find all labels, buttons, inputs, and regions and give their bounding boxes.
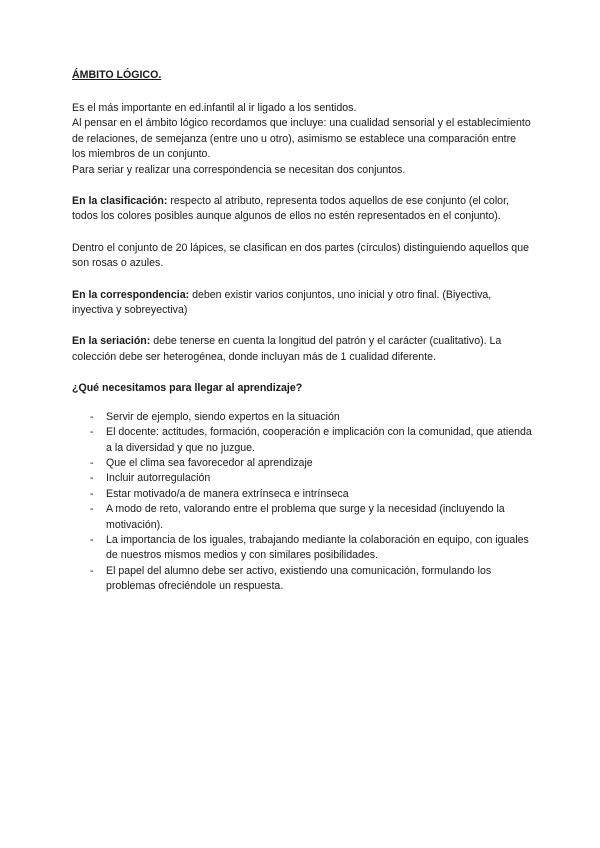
seriacion-paragraph [72, 334, 532, 365]
list-item-text: A modo de reto, valorando entre el problema que surge y la necesidad (incluyendo la motivación). [106, 503, 505, 531]
list-item [72, 487, 532, 502]
list-item [72, 410, 532, 425]
list-item [72, 456, 532, 471]
list-dash: - [90, 426, 94, 439]
question-heading: ¿Qué necesitamos para llegar al aprendizaje? [72, 382, 303, 395]
correspondencia-text: deben existir varios conjuntos, uno inicial y otro final. (Biyectiva, inyectiva y sobreyectiva) [72, 288, 492, 317]
correspondencia-label: En la correspondencia: [72, 288, 190, 301]
list-dash: - [90, 456, 94, 469]
list-item-text: La importancia de los iguales, trabajando mediante la colaboración en equipo, con iguales de nuestros mismos medios y con similares posibilidades. [106, 533, 529, 562]
intro-paragraph [72, 101, 532, 178]
requirements-list [72, 410, 532, 595]
list-item-text: El docente: actitudes, formación, cooperación e implicación con la comunidad, que atienda a la diversidad y que no juzgue. [106, 426, 532, 454]
clasificacion-text: respecto al atributo, representa todos aquellos de ese conjunto (el color, todos los colores posibles aunque algunos de ellos no estén representados en el conjunto). [72, 195, 509, 223]
list-dash: - [90, 564, 94, 577]
intro-line-1: Es el más importante en ed.infantil al ir ligado a los sentidos. [72, 102, 357, 114]
list-dash: - [90, 472, 94, 485]
clasificacion-label: En la clasificación: [72, 195, 168, 208]
list-dash: - [90, 410, 94, 423]
seriacion-label: En la seriación: [72, 335, 151, 348]
intro-line-3: Para seriar y realizar una correspondencia se necesitan dos conjuntos. [72, 163, 406, 176]
intro-line-2: Al pensar en el ámbito lógico recordamos que incluye: una cualidad sensorial y el establecimiento de relaciones, de semejanza (entre uno u otro), asimismo se establece una comparación entre los miembros de un conjunto. [72, 117, 531, 161]
seriacion-text: debe tenerse en cuenta la longitud del patrón y el carácter (cualitativo). La colección debe ser heterogénea, donde incluyan más de 1 cualidad diferente. [72, 335, 502, 363]
list-item-text: Que el clima sea favorecedor al aprendizaje [106, 456, 313, 469]
correspondencia-paragraph [72, 288, 532, 319]
ejemplo-paragraph: Dentro el conjunto de 20 lápices, se clasifican en dos partes (círculos) distinguiendo aquellos que son rosas o azules. [72, 241, 529, 270]
list-dash: - [90, 487, 94, 500]
list-item [72, 564, 532, 595]
document-page [72, 68, 532, 595]
list-item [72, 425, 532, 456]
list-item [72, 533, 532, 564]
list-dash: - [90, 533, 94, 546]
list-item-text: Estar motivado/a de manera extrínseca e intrínseca [106, 487, 349, 500]
list-item-text: Servir de ejemplo, siendo expertos en la situación [106, 410, 340, 423]
list-dash: - [90, 503, 94, 516]
list-item-text: Incluir autorregulación [106, 472, 211, 485]
list-item-text: El papel del alumno debe ser activo, existiendo una comunicación, formulando los problemas ofreciéndole un respuesta. [106, 564, 492, 593]
list-item [72, 502, 532, 533]
document-title: ÁMBITO LÓGICO. [72, 69, 162, 81]
clasificacion-paragraph [72, 194, 532, 225]
list-item [72, 471, 532, 486]
